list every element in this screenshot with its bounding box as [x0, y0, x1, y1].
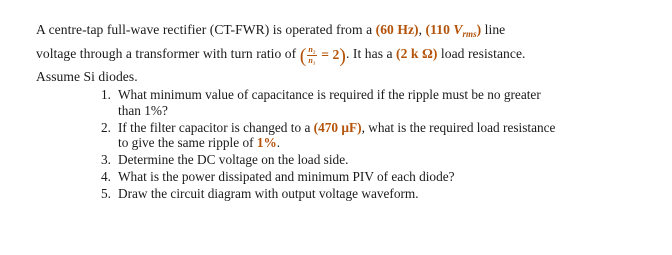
turn-ratio-open: (	[299, 44, 307, 67]
comma-separator: ,	[418, 22, 426, 37]
question-item	[98, 120, 643, 151]
turn-ratio-fraction	[307, 46, 316, 65]
problem-line-2-text: voltage through a transformer with turn ratio of	[36, 46, 300, 61]
turn-ratio	[300, 43, 346, 67]
problem-line-1-text: A centre-tap full-wave rectifier (CT-FWR) is operated from a	[36, 22, 376, 37]
question-number: 5.	[101, 186, 111, 201]
capacitor-value: (470 µF)	[313, 119, 362, 135]
question-text: Determine the DC voltage on the load side.	[118, 152, 349, 167]
load-resistance: (2 k Ω)	[396, 46, 438, 61]
supply-voltage-open: (110	[425, 22, 454, 37]
problem-line-2	[36, 42, 641, 67]
question-text-continued: than 1%?	[118, 102, 168, 118]
supply-voltage-close: )	[476, 22, 482, 37]
question-cont-text: to give the same ripple of	[118, 135, 257, 150]
frequency-value: (60 Hz)	[375, 22, 419, 37]
turn-ratio-close: )	[339, 44, 347, 67]
supply-voltage	[426, 22, 482, 37]
question-item	[98, 186, 643, 202]
turn-ratio-numerator: n₂	[308, 45, 316, 55]
supply-voltage-subscript: rms	[462, 29, 477, 39]
question-item	[98, 169, 643, 185]
question-number: 4.	[101, 169, 111, 184]
question-number: 1.	[101, 87, 111, 102]
question-text: What minimum value of capacitance is required if the ripple must be no greater	[118, 87, 541, 102]
question-text-continued	[118, 135, 643, 151]
question-text: What is the power dissipated and minimum PIV of each diode?	[118, 169, 455, 184]
question-item	[98, 87, 643, 118]
question-list	[98, 87, 643, 203]
turn-ratio-denominator: n₁	[308, 56, 316, 66]
problem-line-2-end: load resistance.	[437, 46, 526, 61]
ripple-value: 1%	[256, 135, 277, 150]
question-cont-end: .	[276, 135, 281, 150]
turn-ratio-equals: = 2	[317, 46, 340, 62]
question-number: 3.	[101, 152, 111, 167]
problem-line-1-end: line	[481, 22, 506, 37]
question-number: 2.	[101, 119, 111, 135]
supply-voltage-symbol: V	[453, 22, 463, 37]
problem-line-3: Assume Si diodes.	[36, 69, 138, 84]
question-text-end: , what is the required load resistance	[361, 119, 556, 135]
question-item	[98, 152, 643, 168]
problem-line-2-middle: . It has a	[346, 46, 397, 61]
question-text: If the filter capacitor is changed to a	[118, 119, 314, 135]
question-text: Draw the circuit diagram with output voltage waveform.	[118, 186, 419, 201]
